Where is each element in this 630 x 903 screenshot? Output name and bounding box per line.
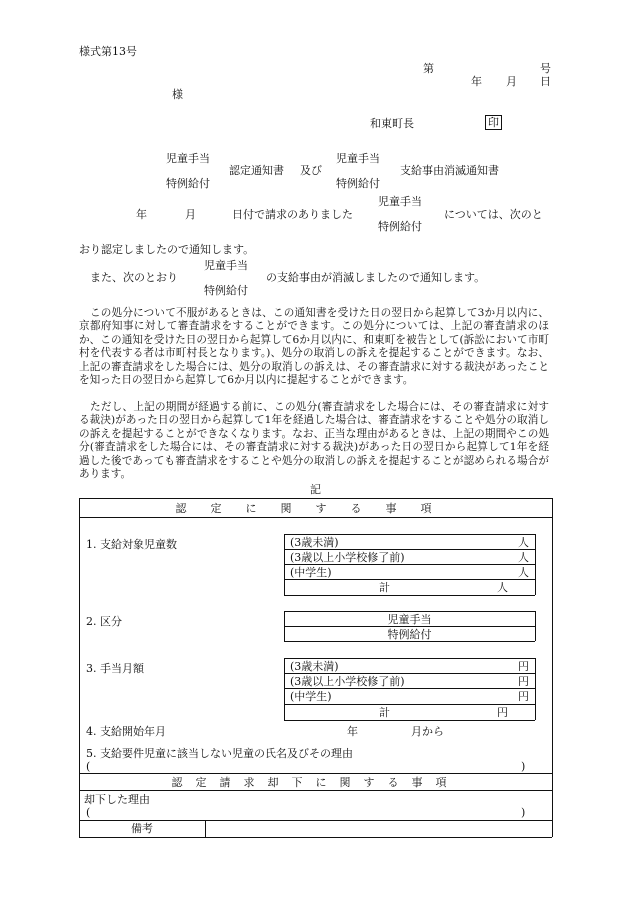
- number-suffix: 号: [540, 62, 551, 75]
- intro-line3-prefix: また、次のとおり: [90, 271, 178, 284]
- seal-mark: 印: [485, 115, 502, 130]
- addressee-suffix: 様: [172, 88, 183, 101]
- section2-top-divider: [79, 773, 552, 774]
- item-excluded-children-label: 5. 支給要件児童に該当しない児童の氏名及びその理由: [86, 747, 353, 760]
- title-special-a: 特例給付: [166, 177, 210, 190]
- intro-year: 年: [136, 208, 147, 221]
- intro-allowance: 児童手当: [378, 195, 422, 208]
- amount-total-label: 計: [379, 706, 390, 719]
- date-year: 年: [471, 75, 482, 88]
- title-termination: 支給事由消滅通知書: [400, 164, 499, 177]
- category-special: 特例給付: [387, 628, 432, 641]
- excluded-paren-close: ): [521, 760, 526, 773]
- amount-table-line-1: [284, 673, 535, 674]
- date-day: 日: [540, 75, 551, 88]
- title-certification: 認定通知書: [229, 164, 284, 177]
- table-top-border: [79, 498, 552, 499]
- section-rejection-title: 認定請求却下に関する事項: [171, 776, 460, 789]
- category-allowance: 児童手当: [387, 613, 432, 626]
- child-total-label: 計: [379, 581, 390, 594]
- amount-table-bottom: [284, 720, 535, 721]
- child-table-left: [284, 534, 285, 595]
- child-row-primary-unit: 人: [518, 551, 529, 564]
- number-prefix: 第: [423, 62, 434, 75]
- intro-line3-suffix: の支給事由が消滅しましたので通知します。: [266, 271, 486, 284]
- section1-header-divider: [79, 517, 552, 518]
- rejection-reason-label: 却下した理由: [84, 793, 150, 806]
- amount-row-primary-label: (3歳以上小学校修了前): [290, 675, 405, 688]
- child-total-unit: 人: [497, 581, 508, 594]
- rejection-paren-open: (: [86, 806, 91, 819]
- intro-special-c: 特例給付: [204, 284, 248, 297]
- child-table-line-3: [284, 579, 535, 580]
- amount-table-right: [535, 658, 536, 720]
- table-bottom-border: [79, 837, 552, 838]
- child-table-bottom: [284, 595, 535, 596]
- table-right-border: [552, 498, 553, 837]
- child-row-under3-label: (3歳未満): [290, 536, 339, 549]
- title-allowance-b: 児童手当: [336, 152, 380, 165]
- remarks-label: 備考: [131, 822, 153, 835]
- form-number: 様式第13号: [79, 45, 137, 58]
- amount-row-under3-unit: 円: [518, 660, 529, 673]
- item-category-label: 2. 区分: [86, 615, 122, 628]
- issuer-name: 和東町長: [370, 117, 414, 130]
- item-start-month-label: 4. 支給開始年月: [86, 725, 166, 738]
- category-table-middle: [284, 626, 535, 627]
- remarks-top-divider: [79, 820, 552, 821]
- amount-table-left: [284, 658, 285, 720]
- ki-heading: 記: [310, 483, 321, 496]
- category-table-bottom: [284, 641, 535, 642]
- section-certification-title: 認定に関する事項: [175, 502, 456, 515]
- amount-total-unit: 円: [497, 706, 508, 719]
- section2-header-divider: [79, 790, 552, 791]
- child-row-middle-unit: 人: [518, 566, 529, 579]
- child-table-line-2: [284, 564, 535, 565]
- date-month: 月: [506, 75, 517, 88]
- appeal-paragraph-2: ただし、上記の期間が経過する前に、この処分(審査請求をした場合には、その審査請求に対する裁決)があった日の翌日から起算して1年を経過した場合は、審査請求をすることや処分の取消しの訴えを提起することができなくなります。なお、正当な理由があるときは、上記の期間やこの処分(審査請求をした場合には、その審査請求に対する裁決)があった日の翌日から起算して1年を経過した後であっても審査請求をすることや処分の取消しの訴えを提起することが認められる場合があります。: [79, 401, 549, 481]
- amount-table-line-3: [284, 704, 535, 705]
- start-month: 月から: [411, 725, 444, 738]
- start-year: 年: [347, 725, 358, 738]
- title-and: 及び: [300, 164, 322, 177]
- excluded-paren-open: (: [86, 760, 91, 773]
- intro-line2: おり認定しましたので通知します。: [79, 243, 255, 256]
- child-table-right: [535, 534, 536, 595]
- title-special-b: 特例給付: [336, 177, 380, 190]
- amount-table-top: [284, 658, 535, 659]
- rejection-paren-close: ): [521, 806, 526, 819]
- appeal-paragraph-1: この処分について不服があるときは、この通知書を受けた日の翌日から起算して3か月以内に、京都府知事に対して審査請求をすることができます。この処分については、上記の審査請求のほか、この通知を受けた日の翌日から起算して6か月以内に、和東町を被告として(訴訟において市町村を代表する者は市町村長となります。)、処分の取消しの訴えを提起することができます。なお、上記の審査請求をした場合には、処分の取消しの訴えは、その審査請求に対する裁決があったことを知った日の翌日から起算して6か月以内に提起することができます。: [79, 307, 549, 387]
- amount-row-middle-unit: 円: [518, 690, 529, 703]
- intro-special: 特例給付: [378, 220, 422, 233]
- category-table-top: [284, 611, 535, 612]
- child-row-primary-label: (3歳以上小学校修了前): [290, 551, 405, 564]
- amount-row-under3-label: (3歳未満): [290, 660, 339, 673]
- child-row-under3-unit: 人: [518, 536, 529, 549]
- amount-table-line-2: [284, 688, 535, 689]
- item-monthly-amount-label: 3. 手当月額: [86, 662, 144, 675]
- intro-follows-text: については、次のと: [444, 208, 543, 221]
- title-allowance-a: 児童手当: [166, 152, 210, 165]
- child-table-top: [284, 534, 535, 535]
- child-table-line-1: [284, 549, 535, 550]
- category-table-right: [535, 611, 536, 641]
- intro-allowance-c: 児童手当: [204, 259, 248, 272]
- intro-request-text: 日付で請求のありました: [232, 208, 353, 221]
- remarks-divider: [205, 820, 206, 837]
- item-child-count-label: 1. 支給対象児童数: [86, 538, 177, 551]
- child-row-middle-label: (中学生): [290, 566, 332, 579]
- intro-month: 月: [185, 208, 196, 221]
- amount-row-middle-label: (中学生): [290, 690, 332, 703]
- amount-row-primary-unit: 円: [518, 675, 529, 688]
